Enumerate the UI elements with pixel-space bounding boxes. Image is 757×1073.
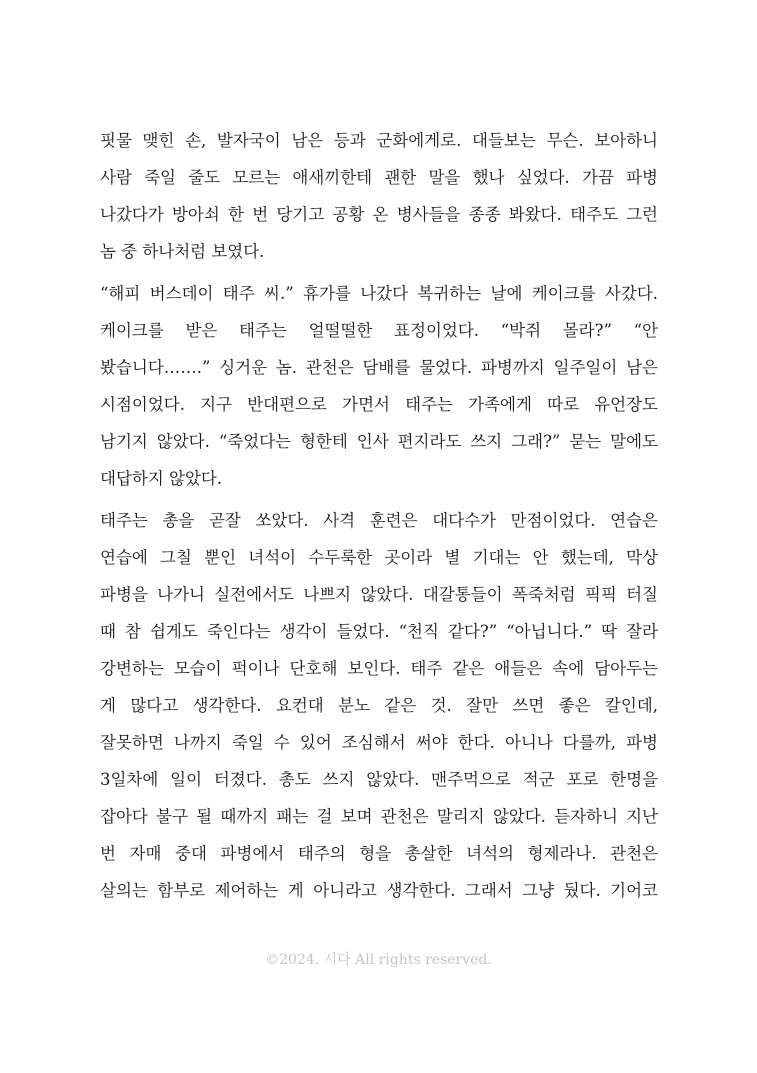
- text-line: 나갔다가 방아쇠 한 번 당기고 공황 온 병사들을 종종 봐왔다. 태주도 그런: [100, 205, 658, 224]
- text-line: 놈 중 하나처럼 보였다.: [100, 242, 265, 261]
- text-line: 게 많다고 생각한다. 요컨대 분노 같은 것. 잘만 쓰면 좋은 칼인데,: [100, 696, 658, 715]
- body-text: [100, 122, 658, 909]
- copyright-footer: ©2024. 시다 All rights reserved.: [265, 952, 492, 968]
- text-line: 태주는 총을 곧잘 쏘았다. 사격 훈련은 대다수가 만점이었다. 연습은: [100, 511, 658, 530]
- text-line: 남기지 않았다. “죽었다는 형한테 인사 편지라도 쓰지 그래?” 묻는 말에도: [100, 432, 658, 451]
- text-line: 잡아다 불구 될 때까지 패는 걸 보며 관천은 말리지 않았다. 듣자하니 지난: [100, 807, 658, 826]
- text-line: 번 자매 중대 파병에서 태주의 형을 총살한 녀석의 형제라나. 관천은: [100, 844, 658, 863]
- text-line: 케이크를 받은 태주는 얼떨떨한 표정이었다. “박쥐 몰라?” “안: [100, 321, 658, 340]
- paragraph-1: [100, 122, 658, 270]
- text-line: 연습에 그칠 뿐인 녀석이 수두룩한 곳이라 별 기대는 안 했는데, 막상: [100, 548, 658, 567]
- text-line: 시점이었다. 지구 반대편으로 가면서 태주는 가족에게 따로 유언장도: [100, 395, 658, 414]
- text-line: 살의는 함부로 제어하는 게 아니라고 생각한다. 그래서 그냥 뒀다. 기어코: [100, 881, 658, 900]
- text-line: 잘못하면 나까지 죽일 수 있어 조심해서 써야 한다. 아니나 다를까, 파병: [100, 733, 658, 752]
- text-line: 봤습니다…….” 싱거운 놈. 관천은 담배를 물었다. 파병까지 일주일이 남은: [100, 358, 658, 377]
- text-line: 강변하는 모습이 퍽이나 단호해 보인다. 태주 같은 애들은 속에 담아두는: [100, 659, 658, 678]
- text-line: 파병을 나가니 실전에서도 나쁘지 않았다. 대갈통들이 폭죽처럼 픽픽 터질: [100, 585, 658, 604]
- text-line: 때 참 쉽게도 죽인다는 생각이 들었다. “천직 같다?” “아닙니다.” 딱 잘라: [100, 622, 658, 641]
- text-line: 핏물 맺힌 손, 발자국이 남은 등과 군화에게로. 대들보는 무슨. 보아하니: [100, 131, 658, 150]
- text-line: 3일차에 일이 터졌다. 총도 쓰지 않았다. 맨주먹으로 적군 포로 한명을: [100, 770, 658, 789]
- paragraph-2: [100, 275, 658, 497]
- text-line: 대답하지 않았다.: [100, 469, 223, 488]
- text-line: “해피 버스데이 태주 씨.” 휴가를 나갔다 복귀하는 날에 케이크를 사갔다.: [100, 284, 658, 303]
- text-line: 사람 죽일 줄도 모르는 애새끼한테 괜한 말을 했나 싶었다. 가끔 파병: [100, 168, 658, 187]
- paragraph-3: [100, 502, 658, 909]
